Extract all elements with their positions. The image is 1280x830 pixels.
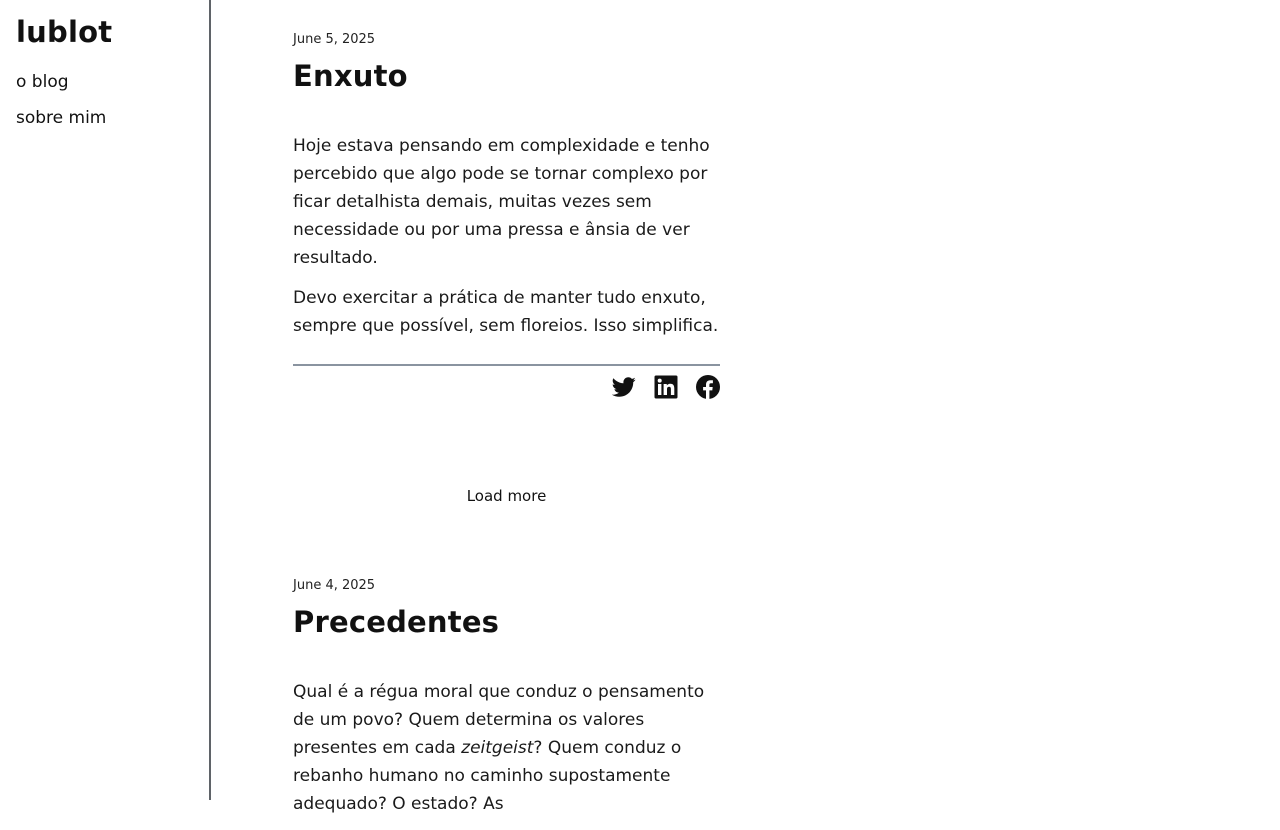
post-paragraph: Hoje estava pensando em complexidade e tenho percebido que algo pode se tornar complexo por ficar detalhista demais, muitas vezes sem necessidade ou por uma pressa e ânsia de ver resultado. — [293, 136, 710, 268]
post-title[interactable]: Precedentes — [293, 605, 500, 639]
sidebar-nav — [16, 70, 106, 142]
post-title[interactable]: Enxuto — [293, 59, 408, 93]
post-body — [293, 678, 725, 830]
post-date: June 5, 2025 — [293, 32, 376, 47]
load-more-button[interactable]: Load more — [293, 487, 720, 505]
share-bar — [612, 375, 720, 399]
post-paragraph — [293, 678, 725, 818]
nav-item-about[interactable]: sobre mim — [16, 108, 107, 128]
post-body — [293, 132, 725, 352]
facebook-icon[interactable] — [696, 375, 720, 399]
site-title[interactable]: lublot — [16, 15, 113, 49]
nav-item-blog[interactable]: o blog — [16, 72, 69, 92]
post-paragraph: Devo exercitar a prática de manter tudo enxuto, sempre que possível, sem floreios. Isso simplifica. — [293, 288, 719, 336]
post-date: June 4, 2025 — [293, 578, 376, 593]
post-divider — [293, 364, 720, 366]
post-text: ? Quem conduz o rebanho humano no caminho supostamente adequado? O estado? As — [293, 738, 682, 814]
sidebar — [0, 0, 211, 800]
twitter-icon[interactable] — [612, 375, 636, 399]
post-text: Qual é a régua moral que conduz o pensamento de um povo? Quem determina os valores presentes em cada — [293, 682, 705, 758]
post-emphasis: zeitgeist — [461, 738, 534, 758]
linkedin-icon[interactable] — [654, 375, 678, 399]
